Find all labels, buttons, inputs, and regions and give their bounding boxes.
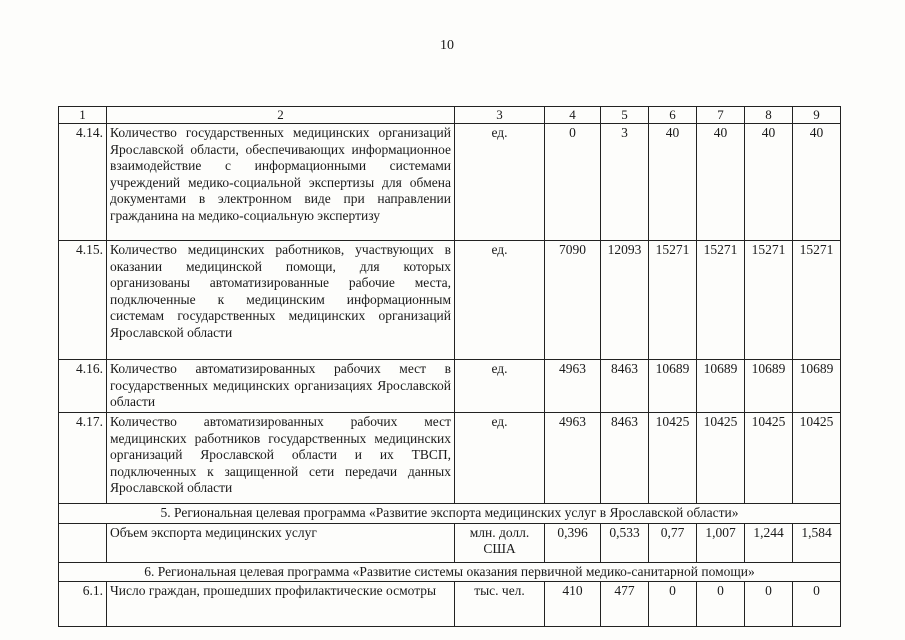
unit-cell: ед.: [455, 124, 545, 241]
value-cell: 40: [793, 124, 841, 241]
header-cell: 2: [107, 107, 455, 124]
table-body: [59, 107, 841, 627]
value-cell: 0,533: [601, 523, 649, 562]
indicator-description: Объем экспорта медицинских услуг: [107, 523, 455, 562]
unit-cell: тыс. чел.: [455, 582, 545, 627]
section-row: [59, 562, 841, 582]
row-number: 6.1.: [59, 582, 107, 627]
value-cell: 8463: [601, 413, 649, 504]
indicators-table: [58, 106, 841, 627]
value-cell: 3: [601, 124, 649, 241]
value-cell: 4963: [545, 413, 601, 504]
indicator-description: Количество автоматизированных рабочих мест в государственных медицинских организациях Ярославской области: [107, 360, 455, 413]
page-number: 10: [440, 38, 454, 53]
table-row: [59, 360, 841, 413]
value-cell: 10425: [649, 413, 697, 504]
value-cell: 15271: [793, 241, 841, 360]
value-cell: 1,584: [793, 523, 841, 562]
header-cell: 4: [545, 107, 601, 124]
value-cell: 15271: [745, 241, 793, 360]
value-cell: 10425: [697, 413, 745, 504]
header-cell: 3: [455, 107, 545, 124]
section-title: 5. Региональная целевая программа «Развитие экспорта медицинских услуг в Ярославской области»: [59, 504, 841, 524]
value-cell: 10689: [793, 360, 841, 413]
unit-cell: ед.: [455, 360, 545, 413]
section-row: [59, 504, 841, 524]
value-cell: 10425: [793, 413, 841, 504]
header-cell: 7: [697, 107, 745, 124]
value-cell: 10425: [745, 413, 793, 504]
value-cell: 0,396: [545, 523, 601, 562]
value-cell: 0: [793, 582, 841, 627]
indicator-description: Количество медицинских работников, участвующих в оказании медицинской помощи, для которых организованы автоматизированные рабочие места, подключенные к медицинским информационным системам государственных медицинских организаций Ярославской области: [107, 241, 455, 360]
unit-cell: ед.: [455, 413, 545, 504]
table-row: [59, 413, 841, 504]
section-title: 6. Региональная целевая программа «Развитие системы оказания первичной медико-санитарной помощи»: [59, 562, 841, 582]
value-cell: 4963: [545, 360, 601, 413]
value-cell: 410: [545, 582, 601, 627]
value-cell: 1,244: [745, 523, 793, 562]
value-cell: 477: [601, 582, 649, 627]
value-cell: 8463: [601, 360, 649, 413]
indicator-description: Число граждан, прошедших профилактические осмотры: [107, 582, 455, 627]
value-cell: 0: [545, 124, 601, 241]
header-cell: 1: [59, 107, 107, 124]
header-cell: 6: [649, 107, 697, 124]
indicator-description: Количество государственных медицинских организаций Ярославской области, обеспечивающих информационное взаимодействие с информационными системами учреждений медико-социальной экспертизы для обмена документами в электронном виде при направлении гражданина на медико-социальную экспертизу: [107, 124, 455, 241]
header-cell: 8: [745, 107, 793, 124]
table-row: [59, 523, 841, 562]
header-cell: 5: [601, 107, 649, 124]
table-row: [59, 582, 841, 627]
row-number: 4.17.: [59, 413, 107, 504]
value-cell: 0: [745, 582, 793, 627]
value-cell: 1,007: [697, 523, 745, 562]
value-cell: 7090: [545, 241, 601, 360]
header-cell: 9: [793, 107, 841, 124]
table-row: [59, 124, 841, 241]
value-cell: 15271: [649, 241, 697, 360]
value-cell: 12093: [601, 241, 649, 360]
header-row: [59, 107, 841, 124]
value-cell: 40: [649, 124, 697, 241]
value-cell: 15271: [697, 241, 745, 360]
unit-cell: ед.: [455, 241, 545, 360]
row-number: 4.14.: [59, 124, 107, 241]
row-number: 4.16.: [59, 360, 107, 413]
value-cell: 10689: [649, 360, 697, 413]
value-cell: 40: [697, 124, 745, 241]
table-row: [59, 241, 841, 360]
value-cell: 0: [649, 582, 697, 627]
row-number: [59, 523, 107, 562]
value-cell: 10689: [745, 360, 793, 413]
value-cell: 40: [745, 124, 793, 241]
row-number: 4.15.: [59, 241, 107, 360]
value-cell: 0: [697, 582, 745, 627]
value-cell: 10689: [697, 360, 745, 413]
indicator-description: Количество автоматизированных рабочих мест медицинских работников государственных медицинских организаций Ярославской области и их ТВСП, подключенных к защищенной сети передачи данных Ярославской области: [107, 413, 455, 504]
value-cell: 0,77: [649, 523, 697, 562]
unit-cell: млн. долл. США: [455, 523, 545, 562]
